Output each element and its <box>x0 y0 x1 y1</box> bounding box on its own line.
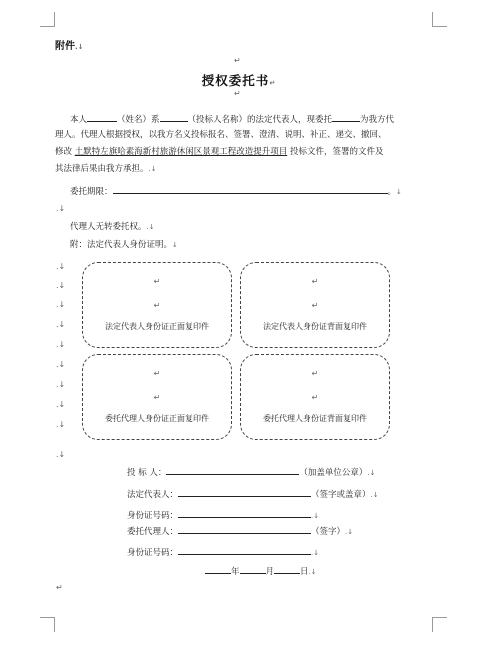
margin-corner-mark <box>40 12 55 27</box>
margin-corner-mark <box>40 617 55 632</box>
page-title: 授权委托书↵ <box>201 73 277 88</box>
paragraph-mark: ↵ <box>234 89 241 98</box>
paragraph-mark: .↓ <box>56 320 66 329</box>
margin-corner-mark <box>432 12 447 27</box>
paragraph-mark: .↓ <box>56 262 66 271</box>
attachment-note: 附：法定代表人身份证明。↓ <box>70 240 178 250</box>
paragraph-mark: .↓ <box>56 380 66 389</box>
id-copy-box: ↵ ↵ 法定代表人身份证背面复印件 <box>240 262 390 348</box>
id-copy-box: ↵ ↵ 委托代理人身份证正面复印件 <box>82 354 232 440</box>
paragraph-mark: .↓ <box>56 300 66 309</box>
intro-line-2: 理人。代理人根据授权，以我方名义投标报名、签署、澄清、说明、补正、递交、撤回、 <box>55 130 387 140</box>
intro-line-3: 修改 土默特左旗哈素海新村旅游休闲区景观工程改造提升项目 投标文件，签署的文件及 <box>55 147 384 157</box>
sign-field-legal-rep: 法定代表人： （签字或盖章）.↓ <box>127 487 379 501</box>
paragraph-mark: ↵ <box>234 56 241 65</box>
paragraph-mark: .↓ <box>56 204 66 213</box>
paragraph-mark: .↓ <box>56 450 66 459</box>
paragraph-mark: ↵ <box>56 583 63 592</box>
sign-field-agent: 委托代理人： （签字）.↓ <box>127 524 353 538</box>
paragraph-mark: .↓ <box>56 400 66 409</box>
id-copy-box: ↵ ↵ 法定代表人身份证正面复印件 <box>82 262 232 348</box>
margin-corner-mark <box>432 617 447 632</box>
paragraph-mark: .↓ <box>56 360 66 369</box>
no-subdelegation-text: 代理人无转委托权。.↓ <box>70 222 155 232</box>
paragraph-mark: .↓ <box>56 281 66 290</box>
id-copy-box: ↵ ↵ 委托代理人身份证背面复印件 <box>240 354 390 440</box>
intro-line-4: 其法律后果由我方承担。.↓ <box>55 164 157 174</box>
sign-field-id-number: 身份证号码： .↓ <box>127 508 319 522</box>
attachment-heading: 附件.↓ <box>55 41 84 52</box>
entrust-period: 委托期限： 。↓ <box>70 184 402 198</box>
paragraph-mark: .↓ <box>56 420 66 429</box>
date-line: 年 月 日.↓ <box>205 564 317 578</box>
intro-line-1: 本人 （姓名）系 （投标人名称）的法定代表人，现委托 为我方代 <box>70 112 394 126</box>
sign-field-agent-id: 身份证号码： .↓ <box>127 545 319 559</box>
paragraph-mark: .↓ <box>56 340 66 349</box>
sign-field-bidder: 投 标 人： （加盖单位公章）.↓ <box>127 465 376 479</box>
